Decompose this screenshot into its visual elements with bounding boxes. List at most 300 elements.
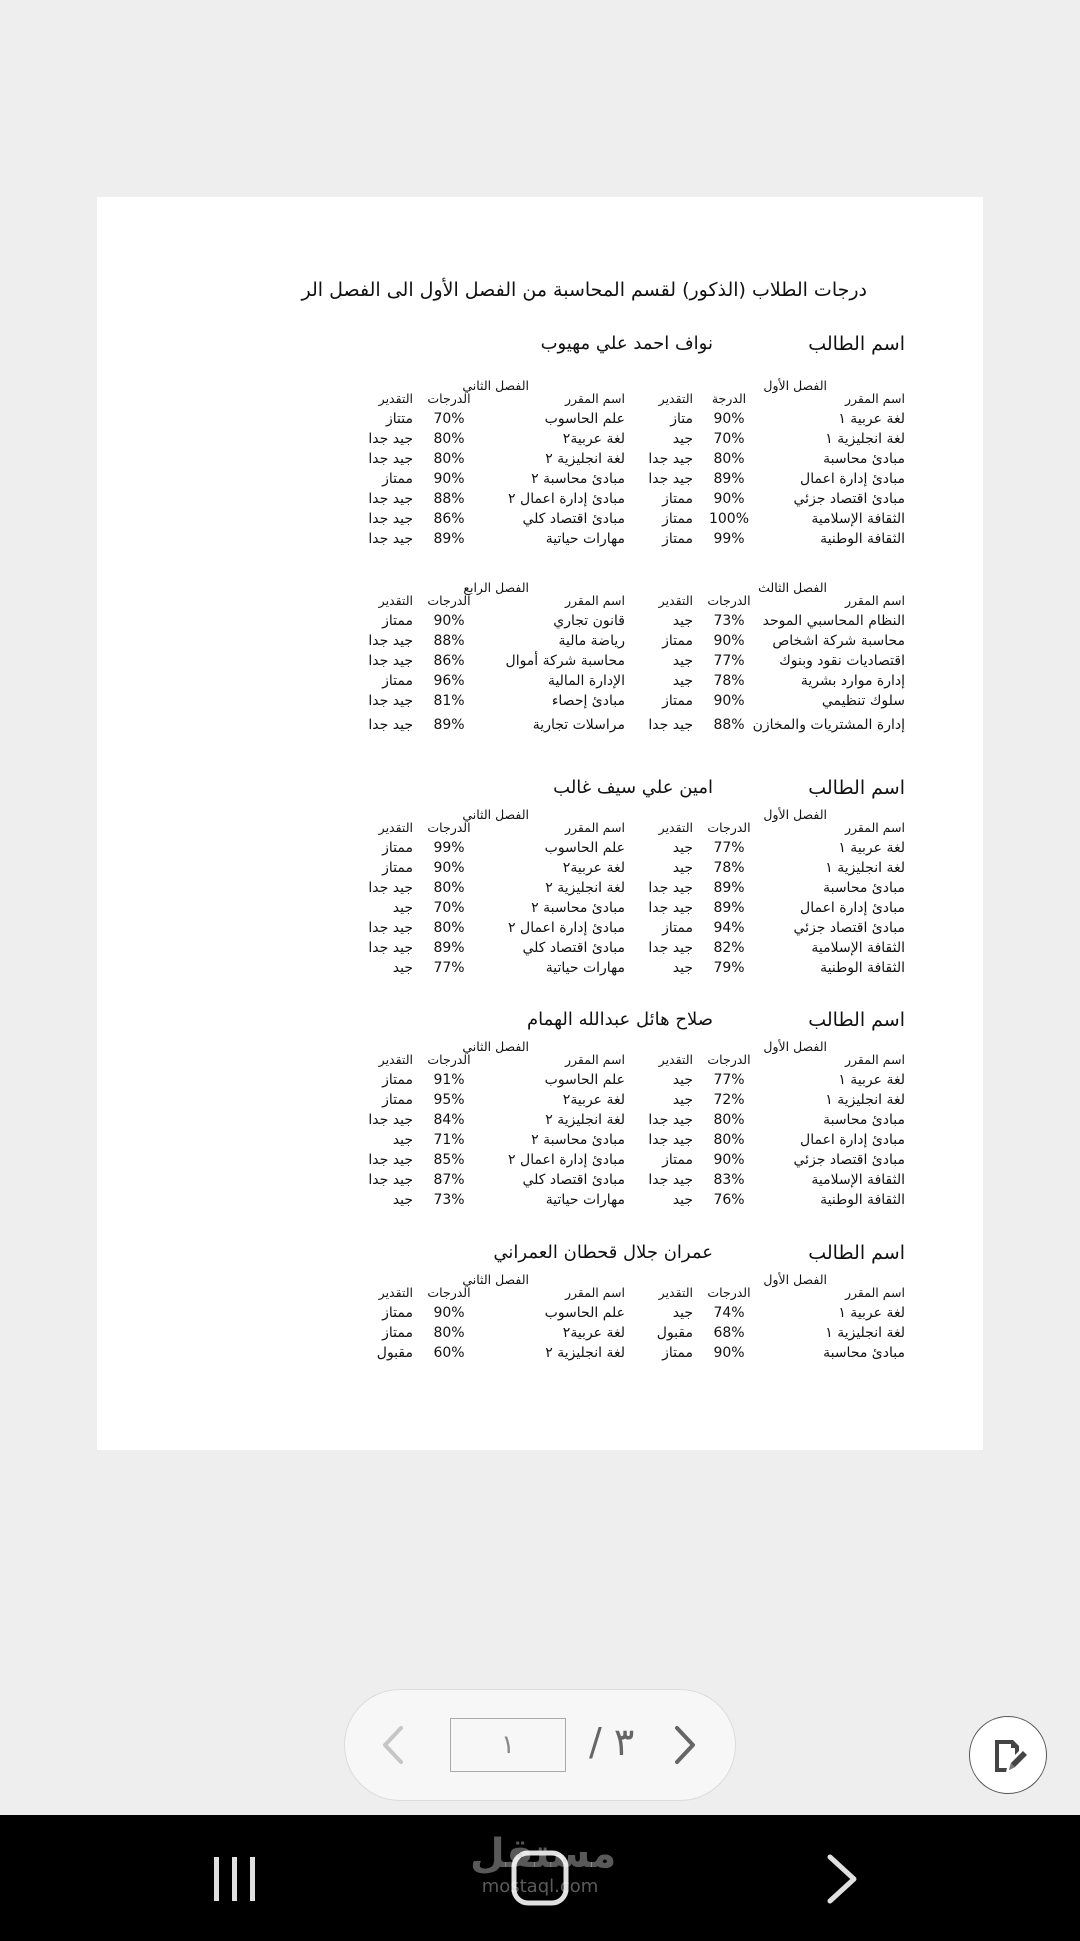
table-row [625, 1345, 905, 1365]
course-grade: 68% [713, 1325, 745, 1341]
table-row [345, 1345, 625, 1365]
course-name: مبادئ محاسبة [823, 1345, 905, 1361]
table-row [625, 613, 905, 633]
course-grade: 77% [713, 653, 745, 669]
course-grade: 80% [433, 1325, 465, 1341]
table-row [345, 1092, 625, 1112]
course-name: الإدارة المالية [547, 673, 625, 689]
course-grade: 96% [433, 673, 465, 689]
course-name: مبادئ اقتصاد كلي [522, 511, 625, 527]
course-rating: جيد جدا [368, 531, 413, 547]
table-row [625, 693, 905, 713]
course-rating: ممتاز [662, 1345, 693, 1361]
course-grade: 78% [713, 673, 745, 689]
header-course: اسم المقرر [844, 593, 905, 608]
course-grade: 90% [433, 471, 465, 487]
table-row [625, 1192, 905, 1212]
course-rating: متاز [670, 411, 693, 427]
header-grade: الدرجات [427, 391, 471, 406]
course-rating: جيد [392, 1192, 413, 1208]
table-header-row [625, 391, 905, 411]
header-rating: التقدير [378, 593, 413, 608]
course-name: مهارات حياتية [545, 531, 625, 547]
course-name: مبادئ اقتصاد كلي [522, 1172, 625, 1188]
course-grade: 72% [713, 1092, 745, 1108]
course-grade: 77% [433, 960, 465, 976]
semester-table [625, 1039, 905, 1229]
table-header-row [625, 1052, 905, 1072]
header-course: اسم المقرر [564, 391, 625, 406]
course-grade: 89% [433, 717, 465, 733]
course-name: لغة عربية ١ [838, 1072, 905, 1088]
student-label: اسم الطالب [808, 777, 905, 799]
student-label: اسم الطالب [808, 1242, 905, 1264]
course-grade: 90% [713, 1152, 745, 1168]
header-grade: الدرجات [707, 593, 751, 608]
course-name: رياضة مالية [558, 633, 625, 649]
course-grade: 90% [713, 491, 745, 507]
course-name: لغة عربية٢ [562, 431, 625, 447]
back-icon[interactable] [822, 1853, 862, 1905]
course-grade: 80% [433, 451, 465, 467]
semester-table [345, 378, 625, 588]
student-label: اسم الطالب [808, 1009, 905, 1031]
table-header-row [345, 391, 625, 411]
course-name: مبادئ اقتصاد جزئي [793, 1152, 905, 1168]
course-grade: 78% [713, 860, 745, 876]
page-navigator [344, 1689, 736, 1801]
course-rating: جيد جدا [368, 920, 413, 936]
header-course: اسم المقرر [564, 820, 625, 835]
course-rating: ممتاز [662, 491, 693, 507]
course-rating: جيد جدا [368, 633, 413, 649]
watermark-arabic: مستقل [470, 1831, 617, 1877]
course-name: مبادئ اقتصاد كلي [522, 940, 625, 956]
semester-table [345, 580, 625, 754]
course-name: مبادئ إدارة اعمال [800, 900, 905, 916]
course-rating: جيد جدا [368, 717, 413, 733]
semester-block [345, 580, 905, 754]
course-grade: 73% [433, 1192, 465, 1208]
course-grade: 83% [713, 1172, 745, 1188]
edit-document-icon [989, 1736, 1029, 1776]
table-row [625, 411, 905, 431]
course-grade: 86% [433, 653, 465, 669]
course-grade: 87% [433, 1172, 465, 1188]
table-row [345, 531, 625, 551]
semester-table [625, 807, 905, 997]
semester-title: الفصل الثاني [462, 1272, 529, 1287]
course-name: مبادئ إدارة اعمال ٢ [508, 1152, 625, 1168]
table-row [345, 880, 625, 900]
course-name: لغة انجليزية ٢ [545, 1112, 625, 1128]
table-row [625, 653, 905, 673]
course-rating: جيد [672, 860, 693, 876]
table-row [625, 1112, 905, 1132]
course-grade: 80% [713, 451, 745, 467]
course-grade: 91% [433, 1072, 465, 1088]
course-name: إدارة موارد بشرية [800, 673, 905, 689]
table-row [345, 411, 625, 431]
course-name: النظام المحاسبي الموحد [762, 613, 905, 629]
course-name: مبادئ اقتصاد جزئي [793, 491, 905, 507]
course-name: لغة عربية٢ [562, 1092, 625, 1108]
semester-title: الفصل الأول [763, 1039, 827, 1054]
table-row [625, 860, 905, 880]
header-rating: التقدير [658, 391, 693, 406]
semester-table [625, 1272, 905, 1382]
semester-title: الفصل الثاني [462, 378, 529, 393]
course-rating: ممتاز [382, 1325, 413, 1341]
course-grade: 70% [433, 900, 465, 916]
header-course: اسم المقرر [844, 820, 905, 835]
course-rating: جيد جدا [648, 940, 693, 956]
course-name: لغة عربية ١ [838, 840, 905, 856]
course-grade: 90% [713, 411, 745, 427]
course-name: محاسبة شركة أموال [505, 653, 625, 669]
course-grade: 71% [433, 1132, 465, 1148]
course-grade: 90% [713, 1345, 745, 1361]
course-grade: 73% [713, 613, 745, 629]
table-row [625, 511, 905, 531]
course-rating: جيد جدا [648, 717, 693, 733]
table-row [345, 511, 625, 531]
table-row [625, 960, 905, 980]
table-row [345, 491, 625, 511]
table-row [345, 1072, 625, 1092]
course-rating: جيد جدا [368, 1152, 413, 1168]
header-grade: الدرجات [427, 820, 471, 835]
header-rating: التقدير [658, 820, 693, 835]
course-rating: جيد جدا [648, 900, 693, 916]
table-row [345, 1325, 625, 1345]
table-row [625, 1152, 905, 1172]
table-row [625, 431, 905, 451]
semester-title: الفصل الثاني [462, 807, 529, 822]
course-name: مبادئ محاسبة [823, 451, 905, 467]
course-name: مبادئ إدارة اعمال [800, 471, 905, 487]
course-name: سلوك تنظيمي [821, 693, 905, 709]
table-row [345, 1192, 625, 1212]
course-name: لغة عربية ١ [838, 1305, 905, 1321]
semester-table [345, 1272, 625, 1382]
course-grade: 82% [713, 940, 745, 956]
course-name: لغة انجليزية ٢ [545, 1345, 625, 1361]
course-name: لغة عربية ١ [838, 411, 905, 427]
course-rating: ممتاز [382, 471, 413, 487]
course-grade: 94% [713, 920, 745, 936]
course-name: علم الحاسوب [544, 1072, 625, 1088]
course-rating: ممتاز [662, 920, 693, 936]
student-name: امين علي سيف غالب [553, 777, 713, 798]
header-grade: الدرجة [711, 391, 747, 406]
course-name: لغة انجليزية ١ [825, 860, 905, 876]
table-row [345, 960, 625, 980]
table-row [625, 880, 905, 900]
course-name: الثقافة الوطنية [820, 960, 905, 976]
student-header [345, 777, 905, 807]
course-grade: 88% [433, 633, 465, 649]
course-rating: ممتاز [662, 511, 693, 527]
watermark [470, 1831, 617, 1898]
course-grade: 89% [433, 531, 465, 547]
course-grade: 90% [713, 693, 745, 709]
course-grade: 77% [713, 1072, 745, 1088]
course-rating: ممتاز [382, 840, 413, 856]
chevron-left-icon[interactable] [375, 1720, 411, 1770]
course-name: الثقافة الوطنية [820, 1192, 905, 1208]
course-rating: جيد جدا [368, 491, 413, 507]
course-rating: جيد جدا [368, 511, 413, 527]
student-name: صلاح هائل عبدالله الهمام [527, 1009, 713, 1030]
table-row [625, 1132, 905, 1152]
semester-block [345, 1039, 905, 1229]
header-grade: الدرجات [707, 1285, 751, 1300]
watermark-latin: mostaql.com [481, 1876, 599, 1897]
course-rating: جيد [672, 1305, 693, 1321]
course-grade: 80% [433, 880, 465, 896]
table-row [625, 1092, 905, 1112]
course-rating: جيد جدا [648, 1132, 693, 1148]
course-grade: 90% [433, 613, 465, 629]
course-rating: ممتاز [382, 613, 413, 629]
recent-apps-icon[interactable] [212, 1855, 258, 1903]
table-row [625, 940, 905, 960]
semester-title: الفصل الرابع [463, 580, 529, 595]
student-header [345, 333, 905, 363]
course-name: مبادئ محاسبة [823, 1112, 905, 1128]
course-grade: 80% [713, 1112, 745, 1128]
course-grade: 80% [433, 431, 465, 447]
course-rating: جيد جدا [368, 431, 413, 447]
table-header-row [625, 820, 905, 840]
semester-table [625, 580, 905, 754]
header-grade: الدرجات [427, 1285, 471, 1300]
table-row [625, 920, 905, 940]
header-grade: الدرجات [427, 1052, 471, 1067]
table-row [345, 431, 625, 451]
table-row [345, 1172, 625, 1192]
table-row [625, 1305, 905, 1325]
student-name: عمران جلال قحطان العمراني [493, 1242, 713, 1263]
course-name: مراسلات تجارية [532, 717, 625, 733]
course-rating: جيد [672, 1192, 693, 1208]
course-rating: ممتاز [662, 693, 693, 709]
course-name: مبادئ محاسبة ٢ [531, 900, 625, 916]
header-course: اسم المقرر [564, 593, 625, 608]
course-rating: جيد جدا [648, 451, 693, 467]
course-grade: 100% [708, 511, 750, 527]
semester-block [345, 807, 905, 997]
table-row [625, 471, 905, 491]
course-grade: 80% [433, 920, 465, 936]
table-row [625, 1072, 905, 1092]
header-course: اسم المقرر [844, 391, 905, 406]
course-name: مهارات حياتية [545, 1192, 625, 1208]
table-row [625, 717, 905, 737]
student-label: اسم الطالب [808, 333, 905, 355]
course-name: الثقافة الوطنية [820, 531, 905, 547]
document-title: درجات الطلاب (الذكور) لقسم المحاسبة من الفصل الأول الى الفصل الر [301, 279, 867, 301]
table-row [345, 860, 625, 880]
course-grade: 90% [433, 860, 465, 876]
course-rating: جيد جدا [648, 471, 693, 487]
course-name: محاسبة شركة اشخاص [772, 633, 905, 649]
course-rating: ممتاز [382, 1092, 413, 1108]
table-row [345, 673, 625, 693]
course-rating: جيد [672, 653, 693, 669]
course-name: مبادئ إدارة اعمال ٢ [508, 920, 625, 936]
course-rating: مقبول [656, 1325, 693, 1341]
table-header-row [345, 820, 625, 840]
course-rating: جيد جدا [648, 880, 693, 896]
course-name: لغة انجليزية ٢ [545, 451, 625, 467]
course-rating: ممتاز [662, 633, 693, 649]
course-grade: 84% [433, 1112, 465, 1128]
course-grade: 81% [433, 693, 465, 709]
table-row [625, 451, 905, 471]
course-grade: 89% [713, 900, 745, 916]
course-grade: 70% [433, 411, 465, 427]
course-name: لغة انجليزية ١ [825, 431, 905, 447]
header-rating: التقدير [378, 391, 413, 406]
course-name: إدارة المشتريات والمخازن [752, 717, 905, 733]
course-grade: 80% [713, 1132, 745, 1148]
table-row [345, 940, 625, 960]
course-name: الثقافة الإسلامية [811, 511, 905, 527]
course-name: مبادئ إدارة اعمال ٢ [508, 491, 625, 507]
course-grade: 88% [433, 491, 465, 507]
table-header-row [345, 593, 625, 613]
student-name: نواف احمد علي مهيوب [540, 333, 713, 354]
course-name: لغة انجليزية ١ [825, 1325, 905, 1341]
table-header-row [625, 1285, 905, 1305]
table-row [345, 653, 625, 673]
chevron-right-icon[interactable] [667, 1720, 703, 1770]
course-grade: 74% [713, 1305, 745, 1321]
course-rating: جيد [672, 673, 693, 689]
semester-table [345, 1039, 625, 1229]
course-rating: متتاز [386, 411, 413, 427]
course-name: مبادئ محاسبة [823, 880, 905, 896]
table-row [345, 1152, 625, 1172]
table-row [625, 491, 905, 511]
table-row [345, 693, 625, 713]
course-rating: جيد جدا [648, 1112, 693, 1128]
course-rating: ممتاز [382, 860, 413, 876]
semester-title: الفصل الثاني [462, 1039, 529, 1054]
course-grade: 88% [713, 717, 745, 733]
course-rating: جيد [392, 900, 413, 916]
course-grade: 70% [713, 431, 745, 447]
table-row [625, 531, 905, 551]
course-rating: جيد جدا [368, 693, 413, 709]
table-row [345, 840, 625, 860]
header-course: اسم المقرر [844, 1052, 905, 1067]
course-grade: 89% [713, 880, 745, 896]
course-grade: 77% [713, 840, 745, 856]
table-row [625, 1172, 905, 1192]
table-row [625, 673, 905, 693]
course-grade: 60% [433, 1345, 465, 1361]
student-header [345, 1242, 905, 1272]
course-rating: جيد [672, 431, 693, 447]
course-rating: جيد [672, 960, 693, 976]
course-name: علم الحاسوب [544, 840, 625, 856]
page-number-input[interactable] [450, 1718, 566, 1772]
course-rating: جيد جدا [368, 880, 413, 896]
course-name: الثقافة الإسلامية [811, 940, 905, 956]
course-name: الثقافة الإسلامية [811, 1172, 905, 1188]
course-rating: جيد جدا [368, 1172, 413, 1188]
header-grade: الدرجات [427, 593, 471, 608]
course-name: قانون تجاري [553, 613, 625, 629]
table-row [345, 900, 625, 920]
course-name: علم الحاسوب [544, 1305, 625, 1321]
course-grade: 95% [433, 1092, 465, 1108]
student-header [345, 1009, 905, 1039]
table-row [625, 1325, 905, 1345]
table-row [625, 840, 905, 860]
table-row [345, 451, 625, 471]
header-rating: التقدير [658, 593, 693, 608]
table-row [625, 900, 905, 920]
edit-document-button[interactable] [969, 1716, 1047, 1794]
course-rating: جيد [672, 840, 693, 856]
header-rating: التقدير [658, 1285, 693, 1300]
course-grade: 90% [713, 633, 745, 649]
course-grade: 99% [433, 840, 465, 856]
course-rating: ممتاز [382, 1305, 413, 1321]
course-grade: 86% [433, 511, 465, 527]
semester-block [345, 1272, 905, 1382]
header-course: اسم المقرر [564, 1052, 625, 1067]
table-row [345, 633, 625, 653]
course-name: لغة عربية٢ [562, 1325, 625, 1341]
course-name: مبادئ محاسبة ٢ [531, 1132, 625, 1148]
header-rating: التقدير [378, 820, 413, 835]
course-rating: جيد جدا [648, 1172, 693, 1188]
course-rating: جيد [672, 613, 693, 629]
table-header-row [345, 1052, 625, 1072]
course-rating: ممتاز [662, 1152, 693, 1168]
course-rating: جيد [392, 960, 413, 976]
table-row [625, 633, 905, 653]
header-rating: التقدير [378, 1285, 413, 1300]
semester-title: الفصل الأول [763, 807, 827, 822]
table-header-row [345, 1285, 625, 1305]
semester-title: الفصل الأول [763, 1272, 827, 1287]
course-name: لغة انجليزية ٢ [545, 880, 625, 896]
semester-title: الفصل الأول [763, 378, 827, 393]
course-rating: جيد [672, 1072, 693, 1088]
course-grade: 89% [713, 471, 745, 487]
course-name: لغة عربية٢ [562, 860, 625, 876]
course-rating: جيد جدا [368, 451, 413, 467]
course-rating: جيد [392, 1132, 413, 1148]
table-row [345, 1132, 625, 1152]
semester-block [345, 378, 905, 588]
course-rating: ممتاز [662, 531, 693, 547]
document-page [97, 197, 983, 1450]
course-name: لغة انجليزية ١ [825, 1092, 905, 1108]
course-rating: جيد جدا [368, 653, 413, 669]
table-row [345, 1305, 625, 1325]
course-rating: جيد جدا [368, 940, 413, 956]
table-row [345, 613, 625, 633]
course-name: اقتصاديات نقود وبنوك [779, 653, 905, 669]
table-row [345, 920, 625, 940]
